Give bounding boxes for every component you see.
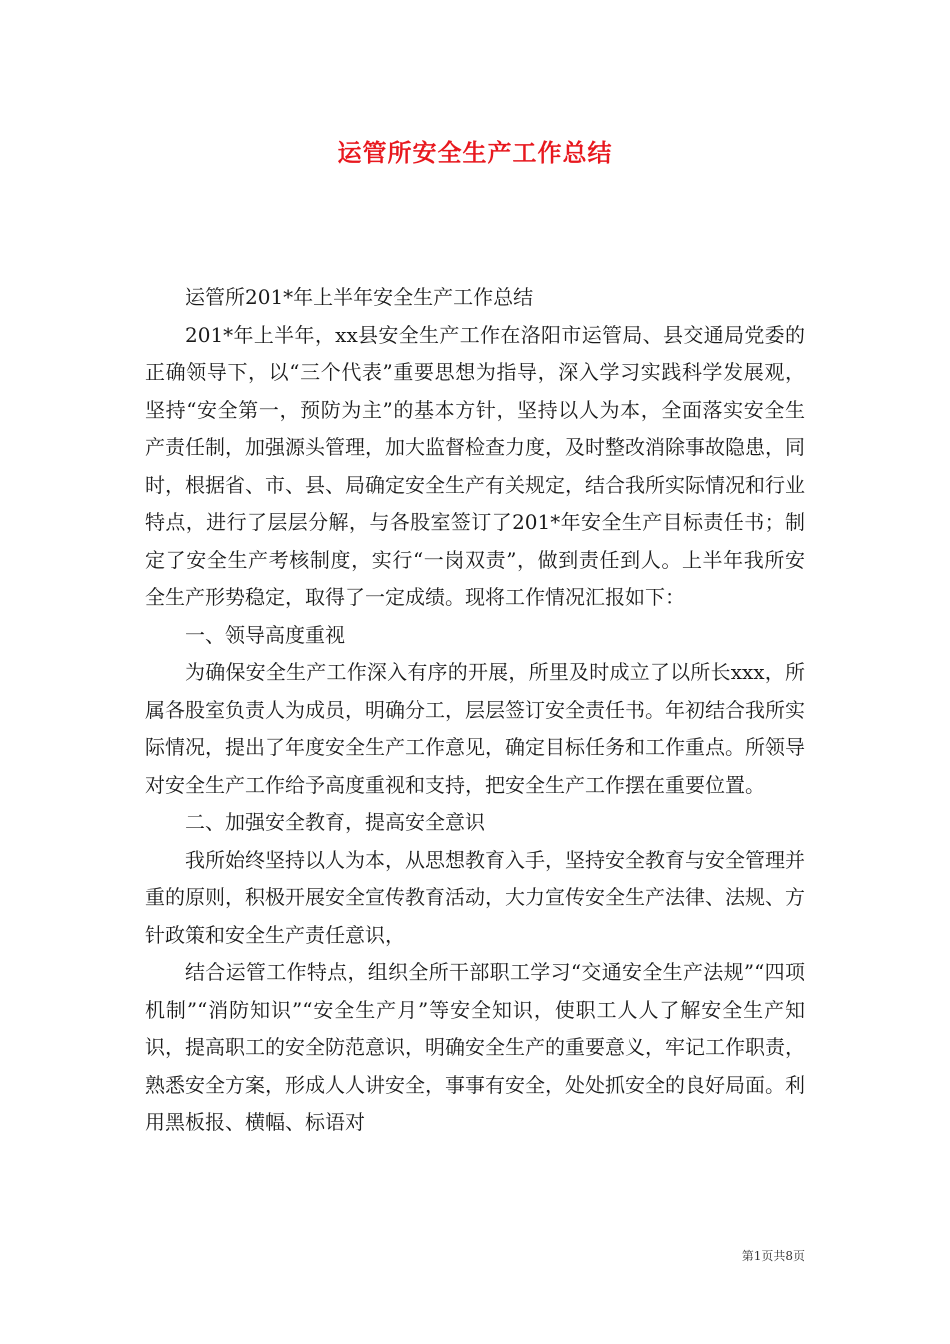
paragraph-section-2b: 结合运管工作特点，组织全所干部职工学习“交通安全生产法规”“四项机制”“消防知识”“安全生产月”等安全知识，使职工人人了解安全生产知识，提高职工的安全防范意识，明确安全生产的重要意义，牢记工作职责，熟悉安全方案，形成人人讲安全，事事有安全，处处抓安全的良好局面。利用黑板报、横幅、标语对	[145, 960, 805, 1134]
paragraph-intro: 201*年上半年，xx县安全生产工作在洛阳市运管局、县交通局党委的正确领导下，以“三个代表”重要思想为指导，深入学习实践科学发展观，坚持“安全第一，预防为主”的基本方针，坚持以人为本，全面落实安全生产责任制，加强源头管理，加大监督检查力度，及时整改消除事故隐患，同时，根据省、市、县、局确定安全生产有关规定，结合我所实际情况和行业特点，进行了层层分解，与各股室签订了201*年安全生产目标责任书；制定了安全生产考核制度，实行“一岗双责”，做到责任到人。上半年我所安全生产形势稳定，取得了一定成绩。现将工作情况汇报如下：	[145, 322, 805, 609]
paragraph-section-1: 为确保安全生产工作深入有序的开展，所里及时成立了以所长xxx，所属各股室负责人为成员，明确分工，层层签订安全责任书。年初结合我所实际情况，提出了年度安全生产工作意见，确定目标任务和工作重点。所领导对安全生产工作给予高度重视和支持，把安全生产工作摆在重要位置。	[145, 660, 805, 797]
document-title: 运管所安全生产工作总结	[337, 138, 613, 167]
section-heading-1: 一、领导高度重视	[185, 622, 345, 647]
paragraph-section-2a: 我所始终坚持以人为本，从思想教育入手，坚持安全教育与安全管理并重的原则，积极开展安全宣传教育活动，大力宣传安全生产法律、法规、方针政策和安全生产责任意识，	[145, 847, 805, 947]
section-heading-2: 二、加强安全教育，提高安全意识	[185, 810, 485, 834]
page-number-footer: 第1页共8页	[741, 1249, 805, 1263]
paragraph-subtitle: 运管所201*年上半年安全生产工作总结	[185, 285, 534, 309]
document-body	[145, 279, 805, 1142]
